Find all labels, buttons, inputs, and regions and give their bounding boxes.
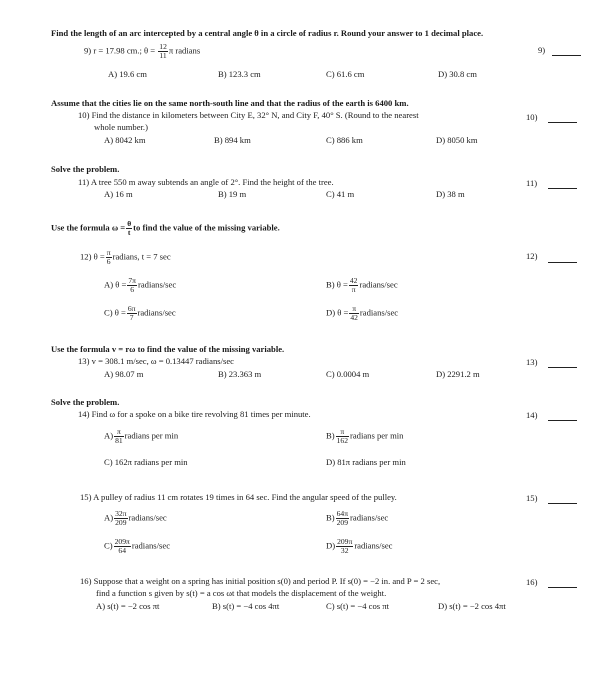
choice-a[interactable]: A) s(t) = −2 cos πt — [96, 601, 160, 611]
answer-blank-11[interactable] — [548, 179, 577, 189]
choice-d[interactable]: D) s(t) = −2 cos 4πt — [438, 601, 506, 611]
choice-b[interactable]: B) 123.3 cm — [218, 69, 261, 79]
choice-a[interactable]: A) θ = $\frac{7\pi}{6}$ radians/sec — [104, 276, 177, 294]
section-instruction-arc-length: Find the length of an arc intercepted by a central angle θ in a circle of radius r. Round your answer to 1 decimal place. — [51, 28, 484, 38]
question-text: A pulley of radius 11 cm rotates 19 times in 64 sec. Find the angular speed of the pulley. — [93, 492, 397, 502]
answer-number-11: 11) — [526, 178, 538, 188]
choice-b[interactable]: B) 894 km — [214, 135, 251, 145]
question-16-stem-cont: find a function s given by s(t) = a cos ωt that models the displacement of the weight. — [96, 588, 387, 598]
fraction: $\frac{\theta}{t}$ — [127, 219, 132, 237]
answer-number-10: 10) — [526, 112, 538, 122]
choice-d[interactable]: D) 30.8 cm — [438, 69, 477, 79]
question-14-stem — [78, 409, 311, 420]
choice-b[interactable]: B) $\frac{64\pi}{209}$ radians/sec — [326, 509, 389, 527]
fraction: $\frac{\pi}{6}$ — [106, 248, 111, 266]
question-16-stem — [80, 576, 440, 587]
question-text: π radians — [168, 45, 201, 56]
question-number: 10) — [78, 110, 90, 120]
section-instruction-solve-2: Solve the problem. — [51, 397, 120, 407]
question-number: 15) — [80, 492, 92, 502]
choice-d[interactable]: D) 81π radians per min — [326, 457, 406, 467]
choice-a[interactable]: A) 19.6 cm — [108, 69, 147, 79]
choice-c[interactable]: C) 162π radians per min — [104, 457, 188, 467]
question-text: v = 308.1 m/sec, ω = 0.13447 radians/sec — [91, 356, 234, 366]
answer-blank-14[interactable] — [548, 411, 577, 421]
answer-number-15: 15) — [526, 493, 538, 503]
question-11-stem — [78, 177, 334, 188]
answer-number-12: 12) — [526, 251, 538, 261]
question-text: Find the distance in kilometers between City E, 32° N, and City F, 40° S. (Round to the nearest — [91, 110, 419, 120]
question-15-stem — [80, 492, 397, 503]
fraction: $\frac{12}{11}$ — [159, 42, 167, 60]
question-text: A tree 550 m away subtends an angle of 2°. Find the height of the tree. — [90, 177, 334, 187]
answer-number-14: 14) — [526, 410, 538, 420]
choice-a[interactable]: A) 98.07 m — [104, 369, 144, 379]
choice-d[interactable]: D) $\frac{209\pi}{32}$ radians/sec — [326, 537, 393, 555]
question-number: 11) — [78, 177, 90, 187]
question-text: r = 17.98 cm.; θ = — [93, 45, 156, 56]
choice-a[interactable]: A) $\frac{32\pi}{209}$ radians/sec — [104, 509, 167, 527]
choice-c[interactable]: C) $\frac{209\pi}{64}$ radians/sec — [104, 537, 171, 555]
choice-a[interactable]: A) 8042 km — [104, 135, 146, 145]
choice-d[interactable]: D) 8050 km — [436, 135, 478, 145]
question-12-stem: 12) θ = $\frac{\pi}{6}$ radians, t = 7 sec — [80, 248, 171, 266]
question-10-stem-cont: whole number.) — [94, 122, 148, 132]
choice-d[interactable]: D) 2291.2 m — [436, 369, 480, 379]
choice-b[interactable]: B) $\frac{\pi}{162}$ radians per min — [326, 427, 404, 445]
question-13-stem — [78, 356, 234, 367]
answer-number-9: 9) — [538, 45, 546, 55]
choice-d[interactable]: D) θ = $\frac{\pi}{42}$ radians/sec — [326, 304, 399, 322]
answer-blank-16[interactable] — [548, 578, 577, 588]
answer-number-13: 13) — [526, 357, 538, 367]
section-instruction-omega-formula: Use the formula ω = $\frac{\theta}{t}$ to find the value of the missing variable. — [51, 219, 280, 237]
answer-blank-13[interactable] — [548, 358, 577, 368]
question-number: 9) — [84, 45, 92, 56]
choice-c[interactable]: C) 41 m — [326, 189, 355, 199]
choice-b[interactable]: B) 19 m — [218, 189, 247, 199]
choice-c[interactable]: C) 61.6 cm — [326, 69, 365, 79]
question-number: 14) — [78, 409, 90, 419]
section-instruction-cities: Assume that the cities lie on the same north-south line and that the radius of the earth is 6400 km. — [51, 98, 409, 108]
question-9-stem — [84, 43, 200, 60]
answer-number-16: 16) — [526, 577, 538, 587]
choice-c[interactable]: C) 0.0004 m — [326, 369, 370, 379]
question-10-stem — [78, 110, 419, 121]
section-instruction-linear-velocity: Use the formula v = rω to find the value of the missing variable. — [51, 344, 285, 354]
answer-blank-10[interactable] — [548, 113, 577, 123]
answer-blank-12[interactable] — [548, 253, 577, 263]
answer-blank-15[interactable] — [548, 494, 577, 504]
choice-d[interactable]: D) 38 m — [436, 189, 465, 199]
choice-b[interactable]: B) s(t) = −4 cos 4πt — [212, 601, 280, 611]
question-number: 16) — [80, 576, 92, 586]
choice-a[interactable]: A) $\frac{\pi}{81}$ radians per min — [104, 427, 179, 445]
choice-c[interactable]: C) s(t) = −4 cos πt — [326, 601, 389, 611]
choice-b[interactable]: B) θ = $\frac{42}{\pi}$ radians/sec — [326, 276, 398, 294]
question-text: Suppose that a weight on a spring has initial position s(0) and period P. If s(0) = −2 in. and P = 2 sec, — [93, 576, 441, 586]
choice-c[interactable]: C) θ = $\frac{6\pi}{7}$ radians/sec — [104, 304, 176, 322]
question-number: 12) — [80, 251, 92, 262]
section-instruction-solve: Solve the problem. — [51, 164, 120, 174]
answer-blank-9[interactable] — [552, 46, 581, 56]
choice-c[interactable]: C) 886 km — [326, 135, 363, 145]
question-number: 13) — [78, 356, 90, 366]
choice-b[interactable]: B) 23.363 m — [218, 369, 262, 379]
question-text: Find ω for a spoke on a bike tire revolving 81 times per minute. — [91, 409, 311, 419]
choice-a[interactable]: A) 16 m — [104, 189, 133, 199]
